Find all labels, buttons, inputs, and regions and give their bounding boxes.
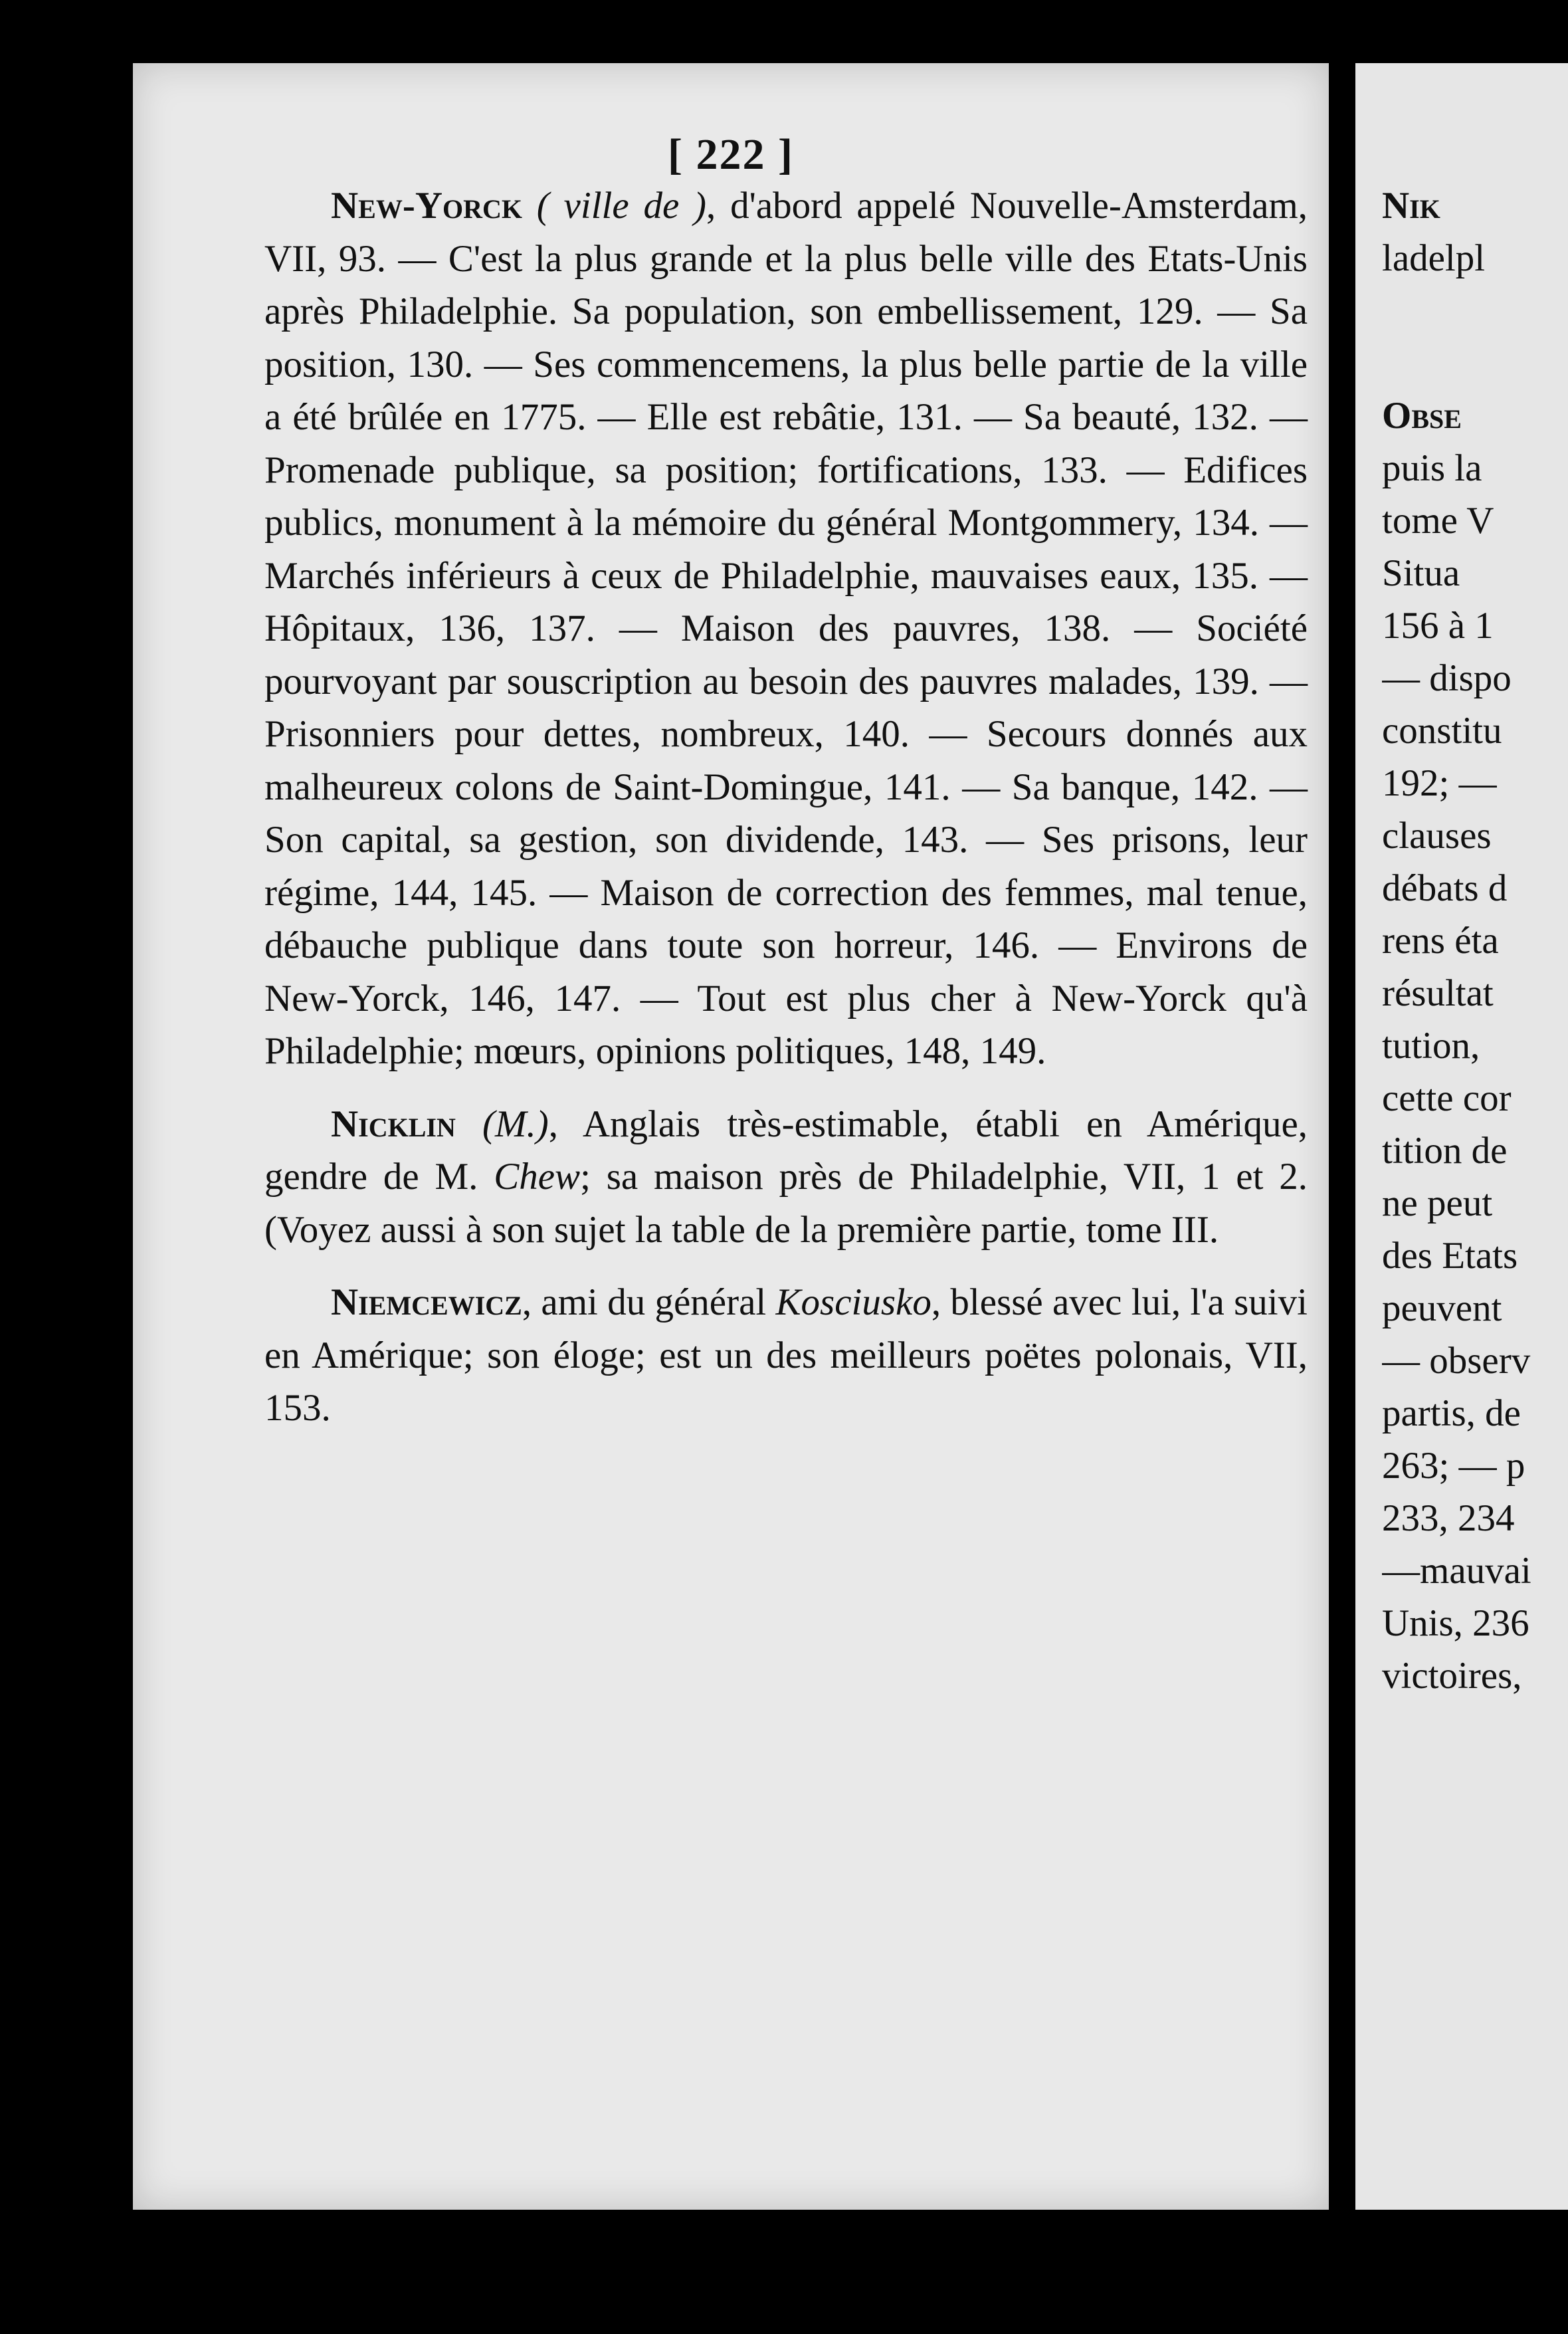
page-gutter <box>1329 63 1349 2210</box>
index-entry-nicklin <box>264 1098 1308 1257</box>
facing-page-line: débats d <box>1382 867 1508 909</box>
facing-page-line: victoires, <box>1382 1655 1522 1697</box>
facing-page-line: Situa <box>1382 552 1460 594</box>
facing-page-line: cette cor <box>1382 1077 1512 1119</box>
facing-page-line: des Etats <box>1382 1235 1518 1277</box>
facing-page-line: ladelpl <box>1382 237 1486 279</box>
facing-page-line: — dispo <box>1382 657 1512 699</box>
facing-page-line: — observ <box>1382 1340 1531 1382</box>
entry-body-part-a: , Anglais très-estimable, établi en Amérique, gendre de M. <box>264 1103 1308 1198</box>
facing-page-line: 192; — <box>1382 762 1497 804</box>
entry-body-part-a: , ami du général <box>522 1281 776 1323</box>
facing-page-line: 233, 234 <box>1382 1497 1515 1539</box>
facing-page-text <box>1382 179 1568 1702</box>
facing-page-line: 263; — p <box>1382 1445 1525 1487</box>
index-entry-new-yorck <box>264 179 1308 1078</box>
entry-head: New-Yorck <box>331 185 522 227</box>
entry-italic-name: Kosciusko <box>775 1281 931 1323</box>
entry-head: Nicklin <box>331 1103 456 1145</box>
entry-qualifier: ( ville de ) <box>536 185 707 227</box>
facing-page-line: Nik <box>1382 185 1440 227</box>
facing-page-line: tome V <box>1382 500 1494 542</box>
facing-page-line: puis la <box>1382 447 1482 489</box>
facing-page-line: rens éta <box>1382 920 1499 962</box>
index-text <box>264 179 1308 1435</box>
entry-body-part-b: , blessé avec lui, l'a suivi en Amérique; son éloge; est un des meilleurs poëtes polonais, VII, 153. <box>264 1281 1308 1429</box>
page-number: [ 222 ] <box>668 130 794 179</box>
entry-head: Niemcewicz <box>331 1281 522 1323</box>
facing-page-line: résultat <box>1382 972 1494 1014</box>
entry-body: , d'abord appelé Nouvelle-Amsterdam, VII, 93. — C'est la plus grande et la plus belle ville des Etats-Unis après Philadelphie. Sa population, son embellissement, 129. — Sa position, 130. — Ses commencemens, la plus belle partie de la ville a été brûlée en 1775. — Elle est rebâtie, 131. — Sa beauté, 132. — Promenade publique, sa position; fortifications, 133. — Edifices publics, monument à la mémoire du général Montgommery, 134. — Marchés inférieurs à ceux de Philadelphie, mauvaises eaux, 135. — Hôpitaux, 136, 137. — Maison des pauvres, 138. — Société pourvoyant par souscription au besoin des pauvres malades, 139. — Prisonniers pour dettes, nombreux, 140. — Secours donnés aux malheureux colons de Saint-Domingue, 141. — Sa banque, 142. — Son capital, sa gestion, son dividende, 143. — Ses prisons, leur régime, 144, 145. — Maison de correction des femmes, mal tenue, débauche publique dans toute son horreur, 146. — Environs de New-Yorck, 146, 147. — Tout est plus cher à New-Yorck qu'à Philadelphie; mœurs, opinions politiques, 148, 149. <box>264 185 1308 1072</box>
facing-page-line <box>1382 284 1568 337</box>
facing-page-line: clauses <box>1382 815 1492 857</box>
facing-page-line <box>1382 337 1568 389</box>
facing-page-line: 156 à 1 <box>1382 605 1494 647</box>
facing-page-line: constitu <box>1382 710 1502 752</box>
facing-page-line: Unis, 236 <box>1382 1602 1529 1644</box>
facing-page-line: —mauvai <box>1382 1550 1531 1592</box>
facing-page-line: partis, de <box>1382 1392 1521 1434</box>
facing-page-line: Obse <box>1382 395 1462 437</box>
facing-page-line: tition de <box>1382 1130 1508 1172</box>
entry-italic-name: Chew <box>494 1156 581 1198</box>
facing-page-line: peuvent <box>1382 1287 1502 1329</box>
entry-body-part-b: ; sa maison près de Philadelphie, VII, 1 et 2. (Voyez aussi à son sujet la table de la première partie, tome III. <box>264 1156 1308 1251</box>
index-entry-niemcewicz <box>264 1276 1308 1435</box>
facing-page-line: tution, <box>1382 1025 1480 1067</box>
entry-qualifier: (M.) <box>482 1103 549 1145</box>
facing-page-line: ne peut <box>1382 1182 1493 1224</box>
